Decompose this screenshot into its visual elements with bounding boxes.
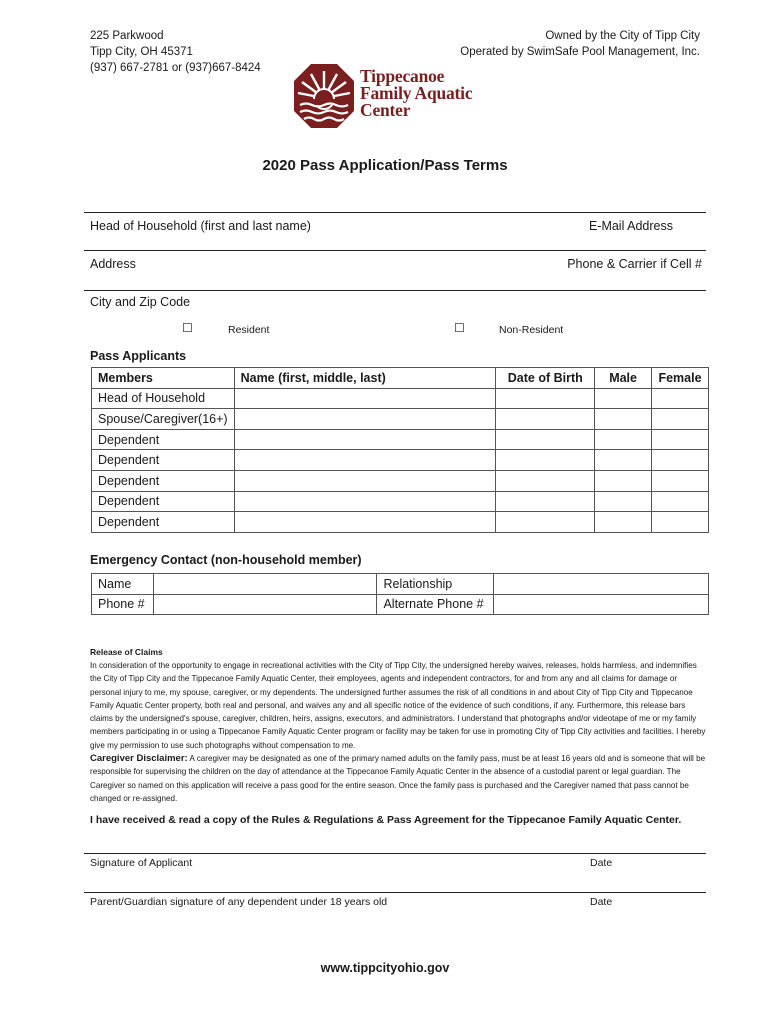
ec-alt-phone-label: Alternate Phone # [377, 594, 494, 615]
address-field[interactable]: Address [90, 257, 136, 271]
male-header: Male [595, 368, 652, 389]
member-type: Dependent [92, 450, 235, 471]
applicant-signature-field[interactable]: Signature of Applicant [90, 857, 193, 869]
dob-cell[interactable] [496, 409, 595, 430]
divider [84, 892, 706, 893]
table-row [92, 470, 709, 491]
name-header: Name (first, middle, last) [234, 368, 496, 389]
member-type: Dependent [92, 470, 235, 491]
owner-line: Owned by the City of Tipp City [545, 30, 700, 42]
logo-wordmark [360, 68, 472, 119]
non-resident-label: Non-Resident [499, 324, 564, 336]
release-body [90, 659, 710, 805]
non-resident-checkbox[interactable]: ☐ [454, 321, 465, 335]
member-type: Spouse/Caregiver(16+) [92, 409, 235, 430]
dob-cell[interactable] [496, 470, 595, 491]
logo-line: Tippecanoe [360, 66, 445, 86]
ec-phone-label: Phone # [92, 594, 154, 615]
divider [84, 212, 706, 213]
logo-line: Center [360, 100, 411, 120]
ec-name-label: Name [92, 574, 154, 595]
female-cell[interactable] [651, 429, 708, 450]
ec-alt-phone-input[interactable] [494, 594, 709, 615]
member-type: Dependent [92, 512, 235, 533]
release-text: In consideration of the opportunity to engage in recreational activities with the City of Tipp City, the undersigned hereby waives, releases, holds harmless, and indemnifies the City of Tipp City and the Tippecanoe Family Aquatic Center, their employees, agents and independent contractors, for and from any and all claims for damage or personal injury to me, my spouse, caregiver, or my dependents. The undersigned further assumes the risk of all conditions in and about City of Tipp City and Tippecanoe Family Aquatic Center property, both real and personal, and waives any and all specific notice of the evidence of such conditions, if any. Furthermore, this release bars claims by the undersigned's spouse, caregiver, children, heirs, assigns, executors, and administrators. I understand that photographs and/or videotape of me or my family members participating in or using a Tippecanoe Family Aquatic Center program or facility may be taken for use in promoting City of Tipp City activities and facilities. I hereby give my permission to use such photographs without compensation to me. [90, 661, 706, 750]
table-row [92, 512, 709, 533]
female-header: Female [651, 368, 708, 389]
name-cell[interactable] [234, 450, 496, 471]
male-cell[interactable] [595, 491, 652, 512]
address-line: Tipp City, OH 45371 [90, 46, 193, 58]
female-cell[interactable] [651, 388, 708, 409]
resident-label: Resident [228, 324, 270, 336]
name-cell[interactable] [234, 409, 496, 430]
owner-line: Operated by SwimSafe Pool Management, Inc. [460, 46, 700, 58]
page-title: 2020 Pass Application/Pass Terms [262, 157, 508, 174]
female-cell[interactable] [651, 409, 708, 430]
table-row [92, 491, 709, 512]
address-line: (937) 667-2781 or (937)667-8424 [90, 62, 261, 74]
name-cell[interactable] [234, 512, 496, 533]
phone-carrier-field[interactable]: Phone & Carrier if Cell # [567, 257, 702, 271]
pass-applicants-table [91, 367, 709, 533]
sun-waves-logo-icon [292, 62, 356, 130]
male-cell[interactable] [595, 470, 652, 491]
female-cell[interactable] [651, 491, 708, 512]
table-row [92, 450, 709, 471]
pass-applicants-heading: Pass Applicants [90, 349, 187, 363]
dob-cell[interactable] [496, 512, 595, 533]
male-cell[interactable] [595, 429, 652, 450]
table-row [92, 574, 709, 595]
acknowledgement-statement: I have received & read a copy of the Rules & Regulations & Pass Agreement for the Tippecanoe Family Aquatic Center. [90, 814, 682, 826]
table-row [92, 429, 709, 450]
dob-header: Date of Birth [496, 368, 595, 389]
members-header: Members [92, 368, 235, 389]
resident-checkbox[interactable]: ☐ [182, 321, 193, 335]
ownership-info [460, 28, 700, 60]
table-row [92, 409, 709, 430]
website-link[interactable]: www.tippcityohio.gov [320, 961, 450, 975]
divider [84, 853, 706, 854]
guardian-date-field[interactable]: Date [590, 896, 613, 908]
member-type: Dependent [92, 491, 235, 512]
male-cell[interactable] [595, 450, 652, 471]
dob-cell[interactable] [496, 491, 595, 512]
female-cell[interactable] [651, 470, 708, 491]
head-of-household-field[interactable]: Head of Household (first and last name) [90, 219, 311, 233]
divider [84, 250, 706, 251]
caregiver-label: Caregiver Disclaimer: [90, 753, 188, 765]
ec-phone-input[interactable] [153, 594, 376, 615]
applicant-date-field[interactable]: Date [590, 857, 613, 869]
member-type: Dependent [92, 429, 235, 450]
member-type: Head of Household [92, 388, 235, 409]
aquatic-center-logo [292, 62, 482, 132]
logo-line: Family Aquatic [360, 83, 473, 103]
table-row [92, 388, 709, 409]
email-field[interactable]: E-Mail Address [588, 219, 673, 233]
divider [84, 290, 706, 291]
emergency-contact-heading: Emergency Contact (non-household member) [90, 553, 362, 567]
table-header-row [92, 368, 709, 389]
male-cell[interactable] [595, 512, 652, 533]
dob-cell[interactable] [496, 388, 595, 409]
release-title: Release of Claims [90, 647, 163, 657]
name-cell[interactable] [234, 470, 496, 491]
caregiver-text: A caregiver may be designated as one of the primary named adults on the family pass, must be at least 16 years old and is someone that will be responsible for supervising the children on the day of attendance at the Tippecanoe Family Aquatic Center in the absence of a custodial parent or legal guardian. The Caregiver so named on this application will receive a pass good for the entire season. Once the family pass is purchased and the Caregiver named that pass cannot be changed or re-assigned. [90, 754, 706, 803]
name-cell[interactable] [234, 429, 496, 450]
male-cell[interactable] [595, 388, 652, 409]
emergency-contact-table [91, 573, 709, 615]
female-cell[interactable] [651, 512, 708, 533]
facility-address [90, 28, 261, 76]
guardian-signature-field[interactable]: Parent/Guardian signature of any dependent under 18 years old [90, 896, 388, 908]
dob-cell[interactable] [496, 450, 595, 471]
name-cell[interactable] [234, 491, 496, 512]
address-line: 225 Parkwood [90, 30, 164, 42]
male-cell[interactable] [595, 409, 652, 430]
ec-name-input[interactable] [153, 574, 376, 595]
ec-relationship-label: Relationship [377, 574, 494, 595]
name-cell[interactable] [234, 388, 496, 409]
ec-relationship-input[interactable] [494, 574, 709, 595]
table-row [92, 594, 709, 615]
female-cell[interactable] [651, 450, 708, 471]
dob-cell[interactable] [496, 429, 595, 450]
city-zip-field[interactable]: City and Zip Code [90, 295, 191, 309]
